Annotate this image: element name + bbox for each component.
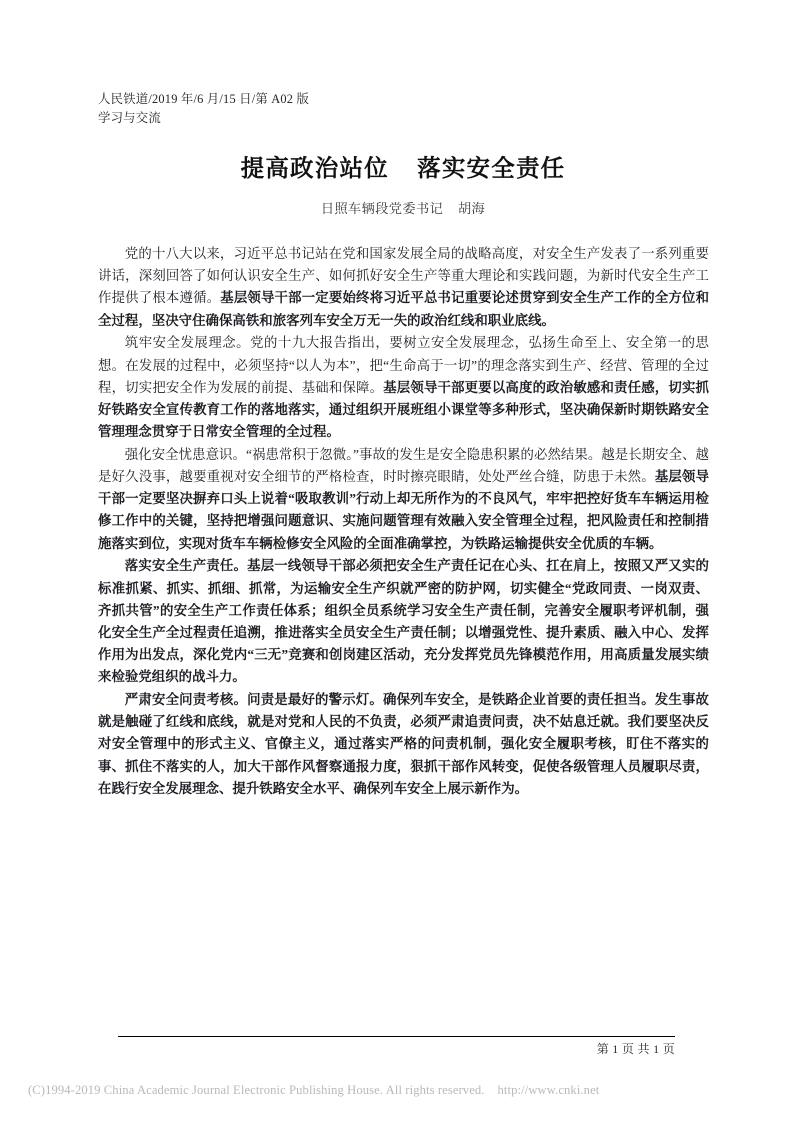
page-number: 第 1 页 共 1 页: [596, 1042, 675, 1056]
paragraph-5: 严肃安全问责考核。问责是最好的警示灯。确保列车安全，是铁路企业首要的责任担当。发生事故就是触碰了红线和底线，就是对党和人民的不负责，必须严肃追责问责，决不姑息迁就。我们要坚决反对安全管理中的形式主义、官僚主义，通过落实严格的问责机制，强化安全履职考核，盯住不落实的事、抓住不落实的人，加大干部作风督察通报力度，狠抓干部作风转变，促使各级管理人员履职尽责，在践行安全发展理念、提升铁路安全水平、确保列车安全上展示新作为。: [98, 692, 709, 796]
article-title: 提高政治站位 落实安全责任: [240, 156, 566, 182]
footer-divider: [118, 1036, 675, 1037]
article-byline: 日照车辆段党委书记 胡海: [320, 201, 486, 216]
paragraph-2: [98, 332, 709, 443]
copyright-notice: (C)1994-2019 China Academic Journal Electronic Publishing House. All rights reserved. http://www.cnki.net: [28, 1083, 600, 1097]
publication-info-line: 人民铁道/2019 年/6 月/15 日/第 A02 版: [98, 92, 310, 106]
paragraph-1-bold: 基层领导干部一定要始终将习近平总书记重要论述贯穿到安全生产工作的全方位和全过程，坚决守住确保高铁和旅客列车安全万无一失的政治红线和职业底线。: [98, 290, 710, 328]
paragraph-1-normal: 党的十八大以来，习近平总书记站在党和国家发展全局的战略高度，对安全生产发表了一系列重要讲话，深刻回答了如何认识安全生产、如何抓好安全生产等重大理论和实践问题，为新时代安全生产工作提供了根本遵循。: [98, 246, 709, 306]
paragraph-3-normal: 强化安全忧患意识。“祸患常积于忽微。”事故的发生是安全隐患积累的必然结果。越是长期安全、越是好久没事，越要重视对安全细节的严格检查，时时擦亮眼睛，处处严丝合缝，防患于未然。: [98, 446, 709, 485]
article-body: [98, 243, 709, 801]
paragraph-1: [98, 243, 709, 332]
paragraph-3-bold: 基层领导干部一定要坚决摒弃口头上说着“吸取教训”行动上却无所作为的不良风气，牢牢把控好货车车辆运用检修工作中的关键，坚持把增强问题意识、实施问题管理有效融入安全管理全过程，把风险责任和控制措施落实到位，实现对货车车辆检修安全风险的全面准确掌控，为铁路运输提供安全优质的车辆。: [98, 469, 710, 551]
section-name-line: 学习与交流: [98, 111, 161, 125]
paragraph-2-normal: 筑牢安全发展理念。党的十九大报告指出，要树立安全发展理念，弘扬生命至上、安全第一的思想。在发展的过程中，必须坚持“以人为本”，把“生命高于一切”的理念落实到生产、经营、管理的全过程，切实把安全作为发展的前提、基础和保障。: [98, 335, 709, 395]
paragraph-4: 落实安全生产责任。基层一线领导干部必须把安全生产责任记在心头、扛在肩上，按照又严又实的标准抓紧、抓实、抓细、抓常，为运输安全生产织就严密的防护网，切实健全“党政同责、一岗双责、齐抓共管”的安全生产工作责任体系；组织全员系统学习安全生产责任制，完善安全履职考评机制，强化安全生产全过程责任追溯，推进落实全员安全生产责任制；以增强党性、提升素质、融入中心、发挥作用为出发点，深化党内“三无”竞赛和创岗建区活动，充分发挥党员先锋模范作用，用高质量发展实绩来检验党组织的战斗力。: [98, 558, 709, 685]
masthead: [98, 90, 708, 128]
paragraph-2-bold: 基层领导干部更要以高度的政治敏感和责任感，切实抓好铁路安全宣传教育工作的落地落实，通过组织开展班组小课堂等多种形式，坚决确保新时期铁路安全管理理念贯穿于日常安全管理的全过程。: [98, 379, 709, 440]
title-block: [98, 152, 708, 219]
paragraph-3: [98, 444, 709, 555]
